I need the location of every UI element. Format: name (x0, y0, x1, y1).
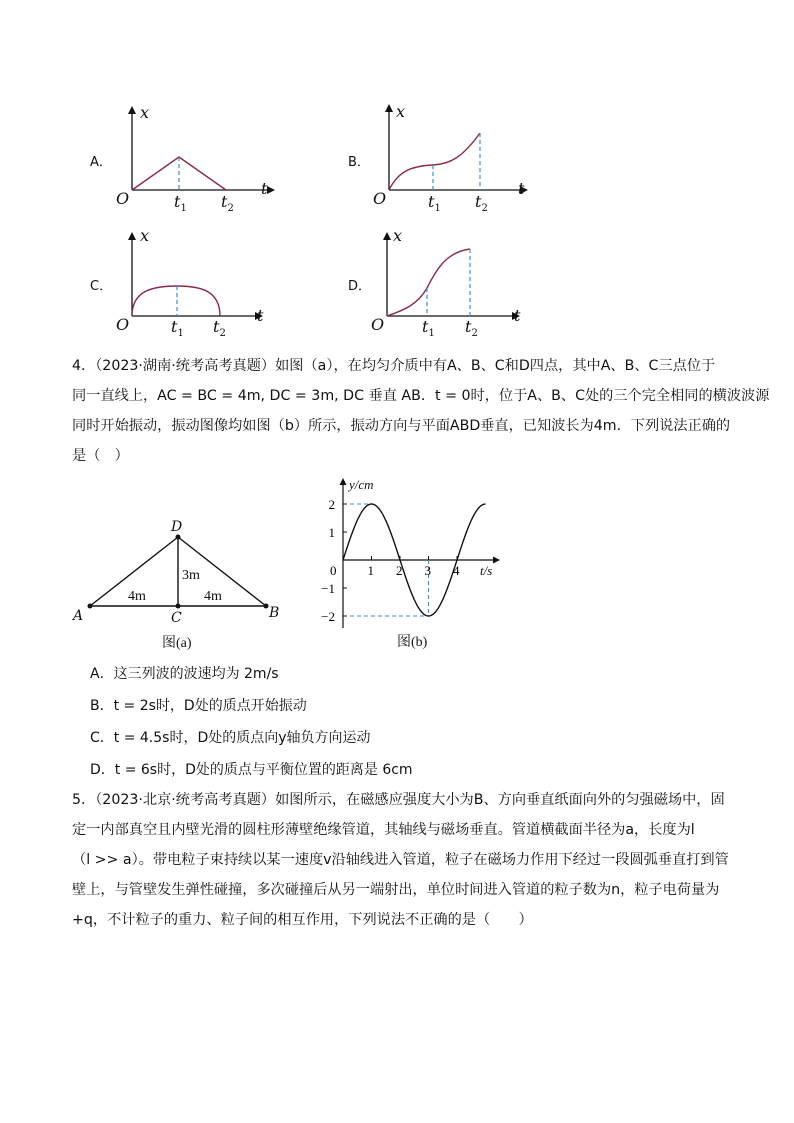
graph-d-t2: $t_2$ (465, 317, 478, 340)
q5-line-1: 5．（2023·北京·统考高考真题）如图所示，在磁感应强度大小为B、方向垂直纸面向外的匀强磁场中，固 (72, 792, 725, 808)
graph-option-a (85, 100, 285, 215)
graph-a-t1: $t_1$ (174, 192, 187, 215)
question-5-text (72, 785, 732, 935)
figure-a-caption: 图(a) (162, 636, 192, 651)
graph-option-c (85, 228, 285, 343)
segment-ac-length: 4m (128, 589, 146, 604)
q5-line-3: （l >> a）。带电粒子束持续以某一速度v沿轴线进入管道，粒子在磁场力作用下经过一段圆弧垂直打到管 (72, 852, 729, 868)
graph-b-letter: B． (348, 155, 370, 170)
point-a-label: A (73, 608, 84, 624)
figure-a (70, 518, 290, 658)
q4-line-3: 同时开始振动，振动图像均如图（b）所示，振动方向与平面ABD垂直，已知波长为4m．下列说法正确的 (72, 418, 731, 434)
x-tick-label: 2 (396, 563, 403, 578)
graph-option-b (340, 100, 540, 215)
x-axis-label: t/s (480, 563, 493, 578)
y-axis-label: y/cm (349, 477, 374, 492)
question-4-text (72, 351, 770, 471)
graph-d-x-label: x (393, 226, 403, 245)
y-tick-label: 1 (328, 525, 335, 540)
segment-bc-length: 4m (204, 589, 222, 604)
q4-option-c[interactable]: C．t = 4.5s时，D处的质点向y轴负方向运动 (90, 730, 371, 746)
graph-a-t2: $t_2$ (221, 192, 234, 215)
q5-line-5: +q，不计粒子的重力、粒子间的相互作用，下列说法不正确的是（ ） (72, 912, 533, 928)
graph-d-t1: $t_1$ (422, 317, 435, 340)
x-tick-label: 3 (424, 563, 431, 578)
x-tick-label: 1 (367, 563, 374, 578)
graph-c-x-label: x (140, 226, 150, 245)
graph-c-t2: $t_2$ (213, 317, 226, 340)
graph-b-t2: $t_2$ (475, 192, 488, 215)
graph-d-t-label: t (514, 306, 521, 325)
q4-line-1: 4．（2023·湖南·统考高考真题）如图（a），在均匀介质中有A、B、C和D四点，其中A、B、C三点位于 (72, 358, 716, 374)
q4-line-2: 同一直线上，AC = BC = 4m, DC = 3m, DC 垂直 AB．t = 0时，位于A、B、C处的三个完全相同的横波波源 (72, 388, 770, 404)
graph-a-t-label: t (261, 179, 268, 198)
y-tick-label: 2 (328, 497, 335, 512)
y-tick-label: −2 (321, 609, 335, 624)
point-d-label: D (171, 519, 183, 535)
graph-c-letter: C． (90, 279, 113, 294)
graph-c-svg (85, 228, 285, 343)
figure-b-caption: 图(b) (397, 635, 428, 650)
graph-b-t1: $t_1$ (428, 192, 441, 215)
q5-line-4: 壁上，与管壁发生弹性碰撞，多次碰撞后从另一端射出，单位时间进入管道的粒子数为n，粒子电荷量为 (72, 882, 720, 898)
graph-d-letter: D． (348, 279, 372, 294)
graph-b-t-label: t (518, 179, 525, 198)
graph-d-origin: O (371, 315, 385, 334)
y-tick-label: 0 (330, 563, 337, 578)
graph-option-d (340, 228, 540, 343)
q4-line-4: 是（ ） (72, 448, 129, 464)
point-b-label: B (269, 605, 280, 621)
q5-line-2: 定一内部真空且内壁光滑的圆柱形薄壁绝缘管道，其轴线与磁场垂直。管道横截面半径为a，长度为l (72, 822, 695, 838)
q4-option-d[interactable]: D．t = 6s时，D处的质点与平衡位置的距离是 6cm (90, 762, 413, 778)
segment-dc-length: 3m (182, 568, 200, 583)
x-tick-label: 4 (453, 563, 460, 578)
point-c-label: C (171, 610, 182, 626)
graph-a-origin: O (116, 189, 130, 208)
graph-b-x-label: x (396, 102, 406, 121)
graph-c-t1: $t_1$ (171, 317, 184, 340)
figure-b (310, 470, 510, 660)
q4-option-a[interactable]: A．这三列波的波速均为 2m/s (90, 666, 279, 682)
graph-b-origin: O (373, 189, 387, 208)
q4-option-b[interactable]: B．t = 2s时，D处的质点开始振动 (90, 698, 307, 714)
graph-a-x-label: x (140, 103, 150, 122)
graph-c-t-label: t (257, 306, 264, 325)
graph-c-origin: O (116, 315, 130, 334)
y-tick-label: −1 (321, 581, 335, 596)
graph-a-letter: A． (90, 155, 112, 170)
